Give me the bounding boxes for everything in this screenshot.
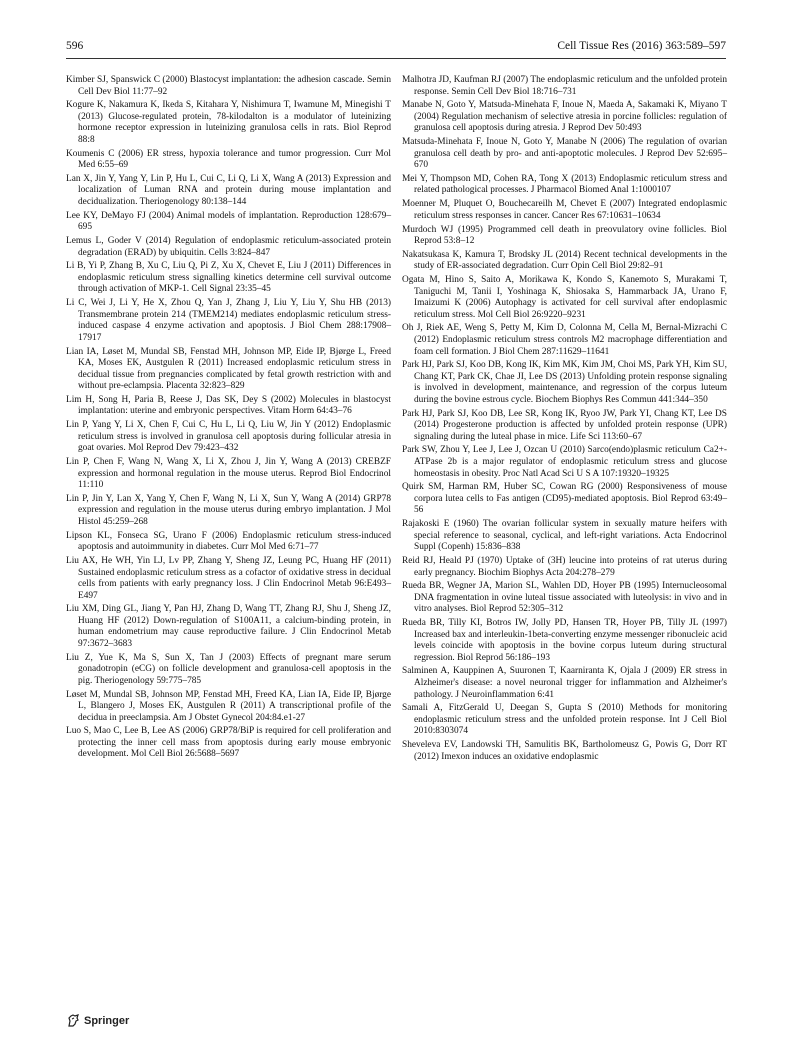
reference-entry: Park HJ, Park SJ, Koo DB, Lee SR, Kong IK, Ryoo JW, Park YI, Chang KT, Lee DS (2014) Progesterone production is affected by unfolded protein response (UPR) signaling during the luteal phase in mice. Life Sci 113:60–67 xyxy=(402,408,727,442)
reference-entry: Salminen A, Kauppinen A, Suuronen T, Kaarniranta K, Ojala J (2009) ER stress in Alzheimer's disease: a novel neuronal trigger for inflammation and Alzheimer's pathology. J Neuroinflammation 6:41 xyxy=(402,666,727,700)
reference-entry: Sheveleva EV, Landowski TH, Samulitis BK, Bartholomeusz G, Powis G, Dorr RT (2012) Imexon induces an oxidative endoplasmic xyxy=(402,740,727,762)
references-right-column xyxy=(402,75,727,765)
reference-entry: Rajakoski E (1960) The ovarian follicular system in sexually mature heifers with special reference to seasonal, cyclical, and left-right variations. Acta Endocrinol Suppl (Copenh) 15:836–838 xyxy=(402,519,727,553)
reference-entry: Oh J, Riek AE, Weng S, Petty M, Kim D, Colonna M, Cella M, Bernal-Mizrachi C (2012) Endoplasmic reticulum stress controls M2 macrophage differentiation and foam cell formation. J Biol Chem 287:11629–11641 xyxy=(402,323,727,357)
reference-entry: Manabe N, Goto Y, Matsuda-Minehata F, Inoue N, Maeda A, Sakamaki K, Miyano T (2004) Regulation mechanism of selective atresia in porcine follicles: regulation of granulosa cell apoptosis during atresia. J Reprod Dev 50:493 xyxy=(402,100,727,134)
reference-entry: Quirk SM, Harman RM, Huber SC, Cowan RG (2000) Responsiveness of mouse corpora lutea cells to Fas antigen (CD95)-mediated apoptosis. Biol Reprod 63:49–56 xyxy=(402,482,727,516)
reference-entry: Løset M, Mundal SB, Johnson MP, Fenstad MH, Freed KA, Lian IA, Eide IP, Bjørge L, Blangero J, Moses EK, Austgulen R (2011) A transcriptional profile of the decidua in preeclampsia. Am J Obstet Gynecol 204:84.e1-27 xyxy=(66,689,391,723)
reference-entry: Lan X, Jin Y, Yang Y, Lin P, Hu L, Cui C, Li Q, Li X, Wang A (2013) Expression and localization of Luman RNA and protein during mouse implantation and decidualization. Theriogenology 80:138–144 xyxy=(66,173,391,208)
reference-entry: Liu Z, Yue K, Ma S, Sun X, Tan J (2003) Effects of pregnant mare serum gonadotropin (eCG) on follicle development and granulosa-cell apoptosis in the pig. Theriogenology 59:775–785 xyxy=(66,652,391,686)
reference-entry: Mei Y, Thompson MD, Cohen RA, Tong X (2013) Endoplasmic reticulum stress and related pathological processes. J Pharmacol Biomed Anal 1:1000107 xyxy=(402,173,727,196)
reference-entry: Reid RJ, Heald PJ (1970) Uptake of (3H) leucine into proteins of rat uterus during early pregnancy. Biochim Biophys Acta 204:278–279 xyxy=(402,555,727,578)
reference-entry: Lian IA, Løset M, Mundal SB, Fenstad MH, Johnson MP, Eide IP, Bjørge L, Freed KA, Moses EK, Austgulen R (2011) Increased endoplasmic reticulum stress in decidual tissue from pregnancies complicated by fetal growth restriction with and without pre-eclampsia. Placenta 32:823–829 xyxy=(66,346,391,392)
reference-entry: Lim H, Song H, Paria B, Reese J, Das SK, Dey S (2002) Molecules in blastocyst implantation: uterine and embryonic perspectives. Vitam Horm 64:43–76 xyxy=(66,394,391,417)
reference-entry: Li B, Yi P, Zhang B, Xu C, Liu Q, Pi Z, Xu X, Chevet E, Liu J (2011) Differences in endoplasmic reticulum stress signalling kinetics determine cell survival outcome through activation of MKP-1. Cell Signal 23:35–45 xyxy=(66,261,391,295)
reference-entry: Malhotra JD, Kaufman RJ (2007) The endoplasmic reticulum and the unfolded protein response. Semin Cell Dev Biol 18:716–731 xyxy=(402,75,727,97)
reference-entry: Lin P, Jin Y, Lan X, Yang Y, Chen F, Wang N, Li X, Sun Y, Wang A (2014) GRP78 expression and regulation in the mouse uterus during embryo implantation. J Mol Histol 45:259–268 xyxy=(66,493,391,527)
springer-horse-icon xyxy=(66,1013,81,1028)
reference-entry: Rueda BR, Tilly KI, Botros IW, Jolly PD, Hansen TR, Hoyer PB, Tilly JL (1997) Increased bax and interleukin-1beta-converting enzyme messenger ribonucleic acid levels coincide with apoptosis in the bovine corpus luteum during structural regression. Biol Reprod 56:186–193 xyxy=(402,618,727,663)
running-header xyxy=(66,40,726,58)
publisher-name: Springer xyxy=(84,1014,130,1027)
reference-entry: Liu XM, Ding GL, Jiang Y, Pan HJ, Zhang D, Wang TT, Zhang RJ, Shu J, Sheng JZ, Huang HF (2012) Down-regulation of S100A11, a calcium-binding protein, in human endometrium may cause reproductive failure. J Clin Endocrinol Metab 97:3672–3683 xyxy=(66,604,391,649)
reference-entry: Koumenis C (2006) ER stress, hypoxia tolerance and tumor progression. Curr Mol Med 6:55–69 xyxy=(66,148,391,171)
reference-entry: Li C, Wei J, Li Y, He X, Zhou Q, Yan J, Zhang J, Liu Y, Liu Y, Shu HB (2013) Transmembrane protein 214 (TMEM214) mediates endoplasmic reticulum stress-induced caspase 4 enzyme activation and apoptosis. J Biol Chem 288:17908–17917 xyxy=(66,298,391,343)
reference-entry: Kogure K, Nakamura K, Ikeda S, Kitahara Y, Nishimura T, Iwamune M, Minegishi T (2013) Glucose-regulated protein, 78-kilodalton is a modulator of luteinizing hormone receptor expression in luteinizing granulosa cells in rats. Biol Reprod 88:8 xyxy=(66,100,391,145)
reference-entry: Lemus L, Goder V (2014) Regulation of endoplasmic reticulum-associated protein degradation (ERAD) by ubiquitin. Cells 3:824–847 xyxy=(66,236,391,258)
reference-entry: Matsuda-Minehata F, Inoue N, Goto Y, Manabe N (2006) The regulation of ovarian granulosa cell death by pro- and anti-apoptotic molecules. J Reprod Dev 52:695–670 xyxy=(402,137,727,171)
reference-entry: Lipson KL, Fonseca SG, Urano F (2006) Endoplasmic reticulum stress-induced apoptosis and autoimmunity in diabetes. Curr Mol Med 6:71–77 xyxy=(66,530,391,553)
reference-entry: Nakatsukasa K, Kamura T, Brodsky JL (2014) Recent technical developments in the study of ER-associated degradation. Curr Opin Cell Biol 29:82–91 xyxy=(402,249,727,272)
reference-entry: Rueda BR, Wegner JA, Marion SL, Wahlen DD, Hoyer PB (1995) Internucleosomal DNA fragmentation in ovine luteal tissue associated with luteolysis: in vivo and in vitro analyses. Biol Reprod 52:305–312 xyxy=(402,581,727,615)
reference-entry: Lin P, Chen F, Wang N, Wang X, Li X, Zhou J, Jin Y, Wang A (2013) CREBZF expression and hormonal regulation in the mouse uterus. Reprod Biol Endocrinol 11:110 xyxy=(66,457,391,491)
page-number: 596 xyxy=(66,40,84,52)
reference-entry: Luo S, Mao C, Lee B, Lee AS (2006) GRP78/BiP is required for cell proliferation and protecting the inner cell mass from apoptosis during early mouse embryonic development. Mol Cell Biol 26:5688–5697 xyxy=(66,726,391,760)
reference-entry: Murdoch WJ (1995) Programmed cell death in preovulatory ovine follicles. Biol Reprod 53:8–12 xyxy=(402,224,727,247)
reference-entry: Park SW, Zhou Y, Lee J, Lee J, Ozcan U (2010) Sarco(endo)plasmic reticulum Ca2+-ATPase 2b is a major regulator of endoplasmic reticulum stress and glucose homeostasis in obesity. Proc Natl Acad Sci U S A 107:19320–19325 xyxy=(402,445,727,479)
reference-entry: Moenner M, Pluquet O, Bouchecareilh M, Chevet E (2007) Integrated endoplasmic reticulum stress responses in cancer. Cancer Res 67:10631–10634 xyxy=(402,199,727,221)
reference-entry: Samali A, FitzGerald U, Deegan S, Gupta S (2010) Methods for monitoring endoplasmic reticulum stress and the unfolded protein response. Int J Cell Biol 2010:8303074 xyxy=(402,703,727,737)
reference-entry: Park HJ, Park SJ, Koo DB, Kong IK, Kim MK, Kim JM, Choi MS, Park YH, Kim SU, Chang KT, Park CK, Chae JI, Lee DS (2013) Unfolding protein response signaling is involved in development, maintenance, and regression of the corpus luteum during the bovine estrous cycle. Biochem Biophys Res Commun 441:344–350 xyxy=(402,360,727,405)
reference-entry: Ogata M, Hino S, Saito A, Morikawa K, Kondo S, Kanemoto S, Murakami T, Taniguchi M, Tanii I, Yoshinaga K, Shiosaka S, Hammarback JA, Urano F, Imaizumi K (2006) Autophagy is activated for cell survival after endoplasmic reticulum stress. Mol Cell Biol 26:9220–9231 xyxy=(402,275,727,320)
reference-entry: Lin P, Yang Y, Li X, Chen F, Cui C, Hu L, Li Q, Liu W, Jin Y (2012) Endoplasmic reticulum stress is involved in granulosa cell apoptosis during follicular atresia in goat ovaries. Mol Reprod Dev 79:423–432 xyxy=(66,420,391,454)
header-rule xyxy=(66,58,726,59)
references-left-column xyxy=(66,75,391,763)
reference-entry: Lee KY, DeMayo FJ (2004) Animal models of implantation. Reproduction 128:679–695 xyxy=(66,210,391,233)
reference-entry: Kimber SJ, Spanswick C (2000) Blastocyst implantation: the adhesion cascade. Semin Cell Dev Biol 11:77–92 xyxy=(66,75,391,97)
reference-entry: Liu AX, He WH, Yin LJ, Lv PP, Zhang Y, Sheng JZ, Leung PC, Huang HF (2011) Sustained endoplasmic reticulum stress as a cofactor of oxidative stress in decidual cells from patients with early pregnancy loss. J Clin Endocrinol Metab 96:E493–E497 xyxy=(66,555,391,601)
publisher-footer xyxy=(66,1013,129,1028)
journal-citation: Cell Tissue Res (2016) 363:589–597 xyxy=(557,40,726,52)
